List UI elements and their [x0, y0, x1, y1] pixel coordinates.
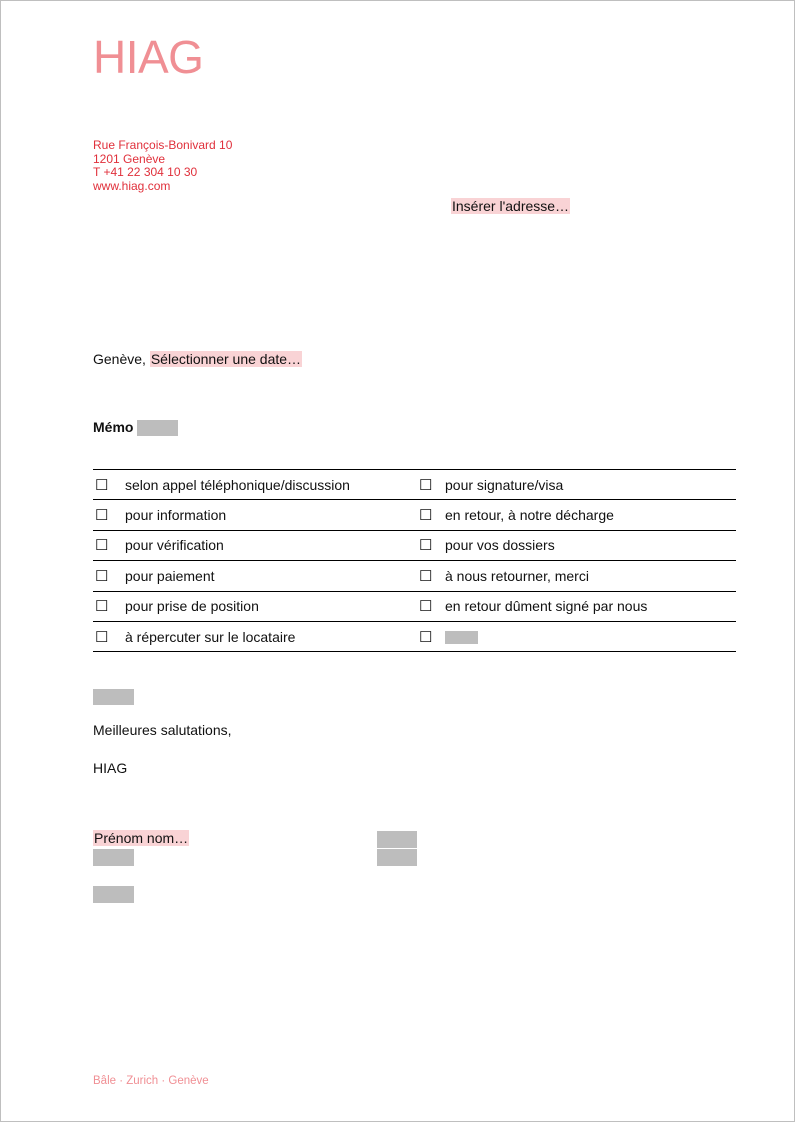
checklist-table [93, 469, 736, 652]
checklist-label: en retour dûment signé par nous [445, 598, 648, 615]
memo-subject-field[interactable] [137, 420, 178, 436]
body-text-field[interactable] [93, 689, 134, 705]
checklist-row [93, 500, 736, 530]
checkbox[interactable]: ☐ [419, 628, 433, 646]
signature-block [93, 830, 189, 847]
checkbox[interactable]: ☐ [419, 537, 433, 555]
checklist-label: à répercuter sur le locataire [125, 628, 296, 645]
checklist-label: pour vérification [125, 537, 224, 554]
recipient-address-field[interactable]: Insérer l'adresse… [452, 198, 570, 214]
checklist-label: pour information [125, 507, 227, 524]
checkbox[interactable]: ☐ [95, 507, 109, 525]
checklist-label: pour prise de position [125, 598, 259, 615]
checklist-label: à nous retourner, merci [445, 567, 589, 584]
checklist-row [93, 591, 736, 621]
checklist-row [93, 470, 736, 500]
checkbox[interactable]: ☐ [95, 476, 109, 494]
second-signatory-name-field[interactable] [377, 831, 417, 848]
checkbox[interactable]: ☐ [95, 567, 109, 585]
checkbox[interactable]: ☐ [95, 598, 109, 616]
second-signatory-title-field[interactable] [377, 849, 417, 866]
signatory-title-field[interactable] [93, 849, 134, 866]
checklist-row [93, 530, 736, 560]
footer-locations: Bâle · Zurich · Genève [93, 1075, 209, 1087]
date-picker-field[interactable]: Sélectionner une date… [150, 351, 302, 367]
checklist-label: pour paiement [125, 567, 215, 584]
checkbox[interactable]: ☐ [419, 567, 433, 585]
checklist-label: pour signature/visa [445, 476, 564, 493]
checklist-row [93, 621, 736, 651]
checklist-row [93, 561, 736, 591]
address-web[interactable]: www.hiag.com [93, 178, 171, 193]
address-phone: T +41 22 304 10 30 [93, 165, 198, 180]
checklist-label: pour vos dossiers [445, 537, 555, 554]
custom-option-field[interactable] [445, 631, 478, 644]
address-street: Rue François-Bonivard 10 [93, 138, 233, 152]
checkbox[interactable]: ☐ [95, 628, 109, 646]
checkbox[interactable]: ☐ [419, 598, 433, 616]
company-logo: HIAG [93, 31, 204, 83]
enclosure-field[interactable] [93, 886, 134, 903]
recipient-address [451, 198, 570, 215]
address-city: 1201 Genève [93, 151, 166, 166]
checklist-label [445, 621, 736, 651]
checklist-label: selon appel téléphonique/discussion [125, 476, 350, 493]
memo-title: Mémo [93, 419, 134, 435]
signatory-name-field[interactable]: Prénom nom… [94, 830, 189, 846]
closing-greeting: Meilleures salutations, [93, 722, 232, 738]
checkbox[interactable]: ☐ [419, 507, 433, 525]
checkbox[interactable]: ☐ [419, 476, 433, 494]
checkbox[interactable]: ☐ [95, 537, 109, 555]
memo-heading [93, 419, 178, 436]
date-line [93, 351, 302, 368]
closing-company: HIAG [93, 760, 128, 776]
sender-address [93, 139, 232, 193]
checklist-label: en retour, à notre décharge [445, 507, 614, 524]
date-place: Genève, [93, 351, 150, 367]
